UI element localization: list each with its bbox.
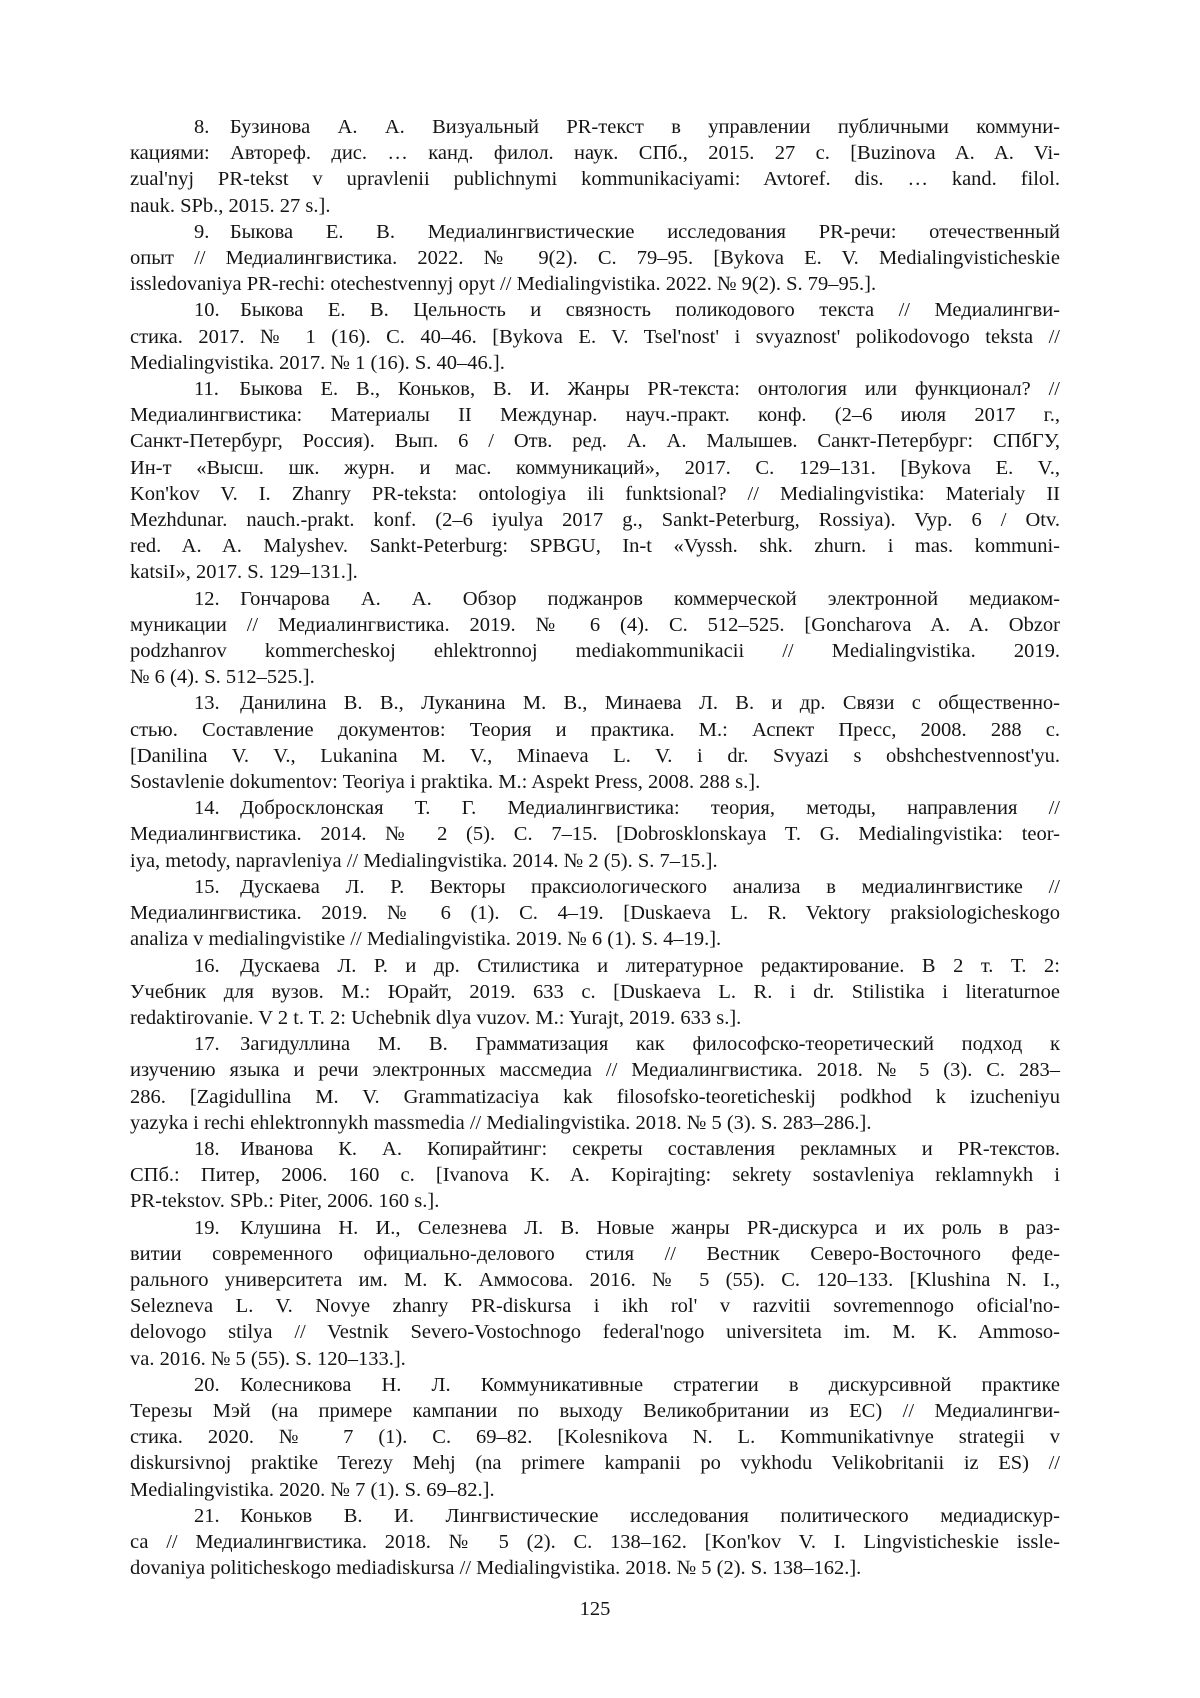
ref-line: Медиалингвистика. 2014. № 2 (5). С. 7–15. [Dobrosklonskaya T. G. Medialingvistika: teor-: [130, 823, 1060, 846]
ref-line: delovogo stilya // Vestnik Severo-Vostochnogo federal'nogo universiteta im. M. K. Ammoso-: [130, 1321, 1060, 1344]
ref-line: 8. Бузинова А. А. Визуальный PR-текст в управлении публичными коммуни-: [194, 116, 1060, 138]
reference-entry-21: [130, 1503, 1060, 1582]
ref-line: № 6 (4). S. 512–525.].: [130, 666, 315, 689]
ref-line: [Danilina V. V., Lukanina M. V., Minaeva L. V. i dr. Svyazi s obshchestvennost'yu.: [130, 744, 1060, 767]
ref-line: Санкт-Петербург, Россия). Вып. 6 / Отв. ред. А. А. Малышев. Санкт-Петербург: СПбГУ,: [130, 430, 1060, 453]
ref-line: Kon'kov V. I. Zhanry PR-teksta: ontologiya ili funktsional? // Medialingvistika: Materialy II: [130, 482, 1060, 505]
ref-line: са // Медиалингвистика. 2018. № 5 (2). С. 138–162. [Kon'kov V. I. Lingvisticheskie issle-: [130, 1530, 1060, 1553]
ref-line: zual'nyj PR-tekst v upravlenii publichnymi kommunikaciyami: Avtoref. dis. … kand. filol.: [130, 168, 1060, 191]
reference-entry-13: [130, 690, 1060, 795]
ref-line: 286. [Zagidullina M. V. Grammatizaciya kak filosofsko-teoreticheskij podkhod k izucheniyu: [130, 1085, 1060, 1108]
ref-line: кациями: Автореф. дис. … канд. филол. наук. СПб., 2015. 27 с. [Buzinova A. A. Vi-: [130, 142, 1060, 165]
ref-line: 18. Иванова К. А. Копирайтинг: секреты составления рекламных и PR-текстов.: [194, 1137, 1060, 1160]
ref-line: СПб.: Питер, 2006. 160 с. [Ivanova K. A. Kopirajting: sekrety sostavleniya reklamnykh i: [130, 1164, 1060, 1187]
ref-line: опыт // Медиалингвистика. 2022. № 9(2). С. 79–95. [Bykova E. V. Medialingvisticheskie: [130, 247, 1060, 270]
ref-line: PR-tekstov. SPb.: Piter, 2006. 160 s.].: [130, 1190, 440, 1213]
ref-line: 11. Быкова Е. В., Коньков, В. И. Жанры PR-текста: онтология или функционал? //: [194, 378, 1060, 401]
ref-line: yazyka i rechi ehlektronnykh massmedia // Medialingvistika. 2018. № 5 (3). S. 283–286.].: [130, 1111, 872, 1134]
ref-line: 15. Дускаева Л. Р. Векторы праксиологического анализа в медиалингвистике //: [194, 875, 1060, 898]
ref-line: 21. Коньков В. И. Лингвистические исследования политического медиадискур-: [194, 1504, 1060, 1527]
reference-entry-10: [130, 297, 1060, 376]
ref-line: 13. Данилина В. В., Луканина М. В., Минаева Л. В. и др. Связи с общественно-: [194, 692, 1060, 715]
ref-line: iya, metody, napravleniya // Medialingvistika. 2014. № 2 (5). S. 7–15.].: [130, 849, 718, 872]
ref-line: katsiI», 2017. S. 129–131.].: [130, 561, 358, 584]
ref-line: стика. 2017. № 1 (16). С. 40–46. [Bykova E. V. Tsel'nost' i svyaznost' polikodovogo teksta //: [130, 325, 1060, 348]
ref-line: podzhanrov kommercheskoj ehlektronnoj mediakommunikacii // Medialingvistika. 2019.: [130, 640, 1060, 663]
ref-line: изучению языка и речи электронных массмедиа // Медиалингвистика. 2018. № 5 (3). С. 283–: [130, 1059, 1060, 1082]
reference-entry-20: [130, 1372, 1060, 1503]
reference-entry-11: [130, 376, 1060, 586]
ref-line: 17. Загидуллина М. В. Грамматизация как философско-теоретический подход к: [194, 1033, 1060, 1056]
ref-line: dovaniya politicheskogo mediadiskursa // Medialingvistika. 2018. № 5 (2). S. 138–162.].: [130, 1557, 862, 1580]
ref-line: Медиалингвистика. 2019. № 6 (1). С. 4–19. [Duskaeva L. R. Vektory praksiologicheskogo: [130, 902, 1060, 925]
ref-line: рального университета им. М. К. Аммосова. 2016. № 5 (55). С. 120–133. [Klushina N. I.,: [130, 1268, 1060, 1291]
ref-line: Selezneva L. V. Novye zhanry PR-diskursa i ikh rol' v razvitii sovremennogo oficial'no-: [130, 1295, 1060, 1318]
reference-entry-16: [130, 953, 1060, 1032]
ref-line: витии современного официально-делового стиля // Вестник Северо-Восточного феде-: [130, 1242, 1060, 1265]
ref-line: Mezhdunar. nauch.-prakt. konf. (2–6 iyulya 2017 g., Sankt-Peterburg, Rossiya). Vyp. 6 / Otv.: [130, 509, 1060, 532]
ref-line: red. A. A. Malyshev. Sankt-Peterburg: SPBGU, In-t «Vyssh. shk. zhurn. i mas. kommuni-: [130, 535, 1060, 558]
ref-line: 14. Добросклонская Т. Г. Медиалингвистика: теория, методы, направления //: [194, 797, 1060, 820]
ref-line: Терезы Мэй (на примере кампании по выходу Великобритании из ЕС) // Медиалингви-: [130, 1399, 1060, 1422]
ref-line: Учебник для вузов. М.: Юрайт, 2019. 633 с. [Duskaeva L. R. i dr. Stilistika i literaturnoe: [130, 980, 1060, 1003]
ref-line: Ин-т «Высш. шк. журн. и мас. коммуникаций», 2017. С. 129–131. [Bykova E. V.,: [130, 456, 1060, 479]
reference-entry-12: [130, 586, 1060, 691]
reference-entry-17: [130, 1031, 1060, 1136]
ref-line: стью. Составление документов: Теория и практика. М.: Аспект Пресс, 2008. 288 с.: [130, 718, 1060, 741]
references-list: [130, 114, 1060, 1581]
reference-entry-8: [130, 114, 1060, 219]
page-number: 125: [579, 1598, 611, 1620]
ref-line: Медиалингвистика: Материалы II Междунар. науч.-практ. конф. (2–6 июля 2017 г.,: [130, 404, 1060, 427]
reference-entry-19: [130, 1215, 1060, 1372]
ref-line: 12. Гончарова А. А. Обзор поджанров коммерческой электронной медиаком-: [194, 587, 1060, 610]
ref-line: муникации // Медиалингвистика. 2019. № 6 (4). С. 512–525. [Goncharova A. A. Obzor: [130, 613, 1060, 636]
ref-line: analiza v medialingvistike // Medialingvistika. 2019. № 6 (1). S. 4–19.].: [130, 928, 722, 951]
ref-line: 19. Клушина Н. И., Селезнева Л. В. Новые жанры PR-дискурса и их роль в раз-: [194, 1216, 1060, 1239]
ref-line: 10. Быкова Е. В. Цельность и связность поликодового текста // Медиалингви-: [194, 299, 1060, 322]
reference-entry-14: [130, 795, 1060, 874]
reference-entry-15: [130, 874, 1060, 953]
ref-line: diskursivnoj praktike Terezy Mehj (na primere kampanii po vykhodu Velikobritanii iz ES) //: [130, 1452, 1060, 1475]
ref-line: 20. Колесникова Н. Л. Коммуникативные стратегии в дискурсивной практике: [194, 1373, 1060, 1396]
ref-line: redaktirovanie. V 2 t. T. 2: Uchebnik dlya vuzov. M.: Yurajt, 2019. 633 s.].: [130, 1006, 742, 1029]
reference-entry-9: [130, 219, 1060, 298]
ref-line: Sostavlenie dokumentov: Teoriya i praktika. M.: Aspekt Press, 2008. 288 s.].: [130, 771, 761, 794]
ref-line: nauk. SPb., 2015. 27 s.].: [130, 194, 331, 217]
ref-line: va. 2016. № 5 (55). S. 120–133.].: [130, 1347, 406, 1370]
ref-line: Medialingvistika. 2017. № 1 (16). S. 40–46.].: [130, 351, 505, 374]
ref-line: стика. 2020. № 7 (1). С. 69–82. [Kolesnikova N. L. Kommunikativnye strategii v: [130, 1426, 1060, 1449]
ref-line: 16. Дускаева Л. Р. и др. Стилистика и литературное редактирование. В 2 т. Т. 2:: [194, 954, 1060, 977]
reference-entry-18: [130, 1136, 1060, 1215]
ref-line: Medialingvistika. 2020. № 7 (1). S. 69–82.].: [130, 1478, 495, 1501]
ref-line: 9. Быкова Е. В. Медиалингвистические исследования PR-речи: отечественный: [194, 220, 1060, 243]
ref-line: issledovaniya PR-rechi: otechestvennyj opyt // Medialingvistika. 2022. № 9(2). S. 79–95.].: [130, 273, 877, 296]
